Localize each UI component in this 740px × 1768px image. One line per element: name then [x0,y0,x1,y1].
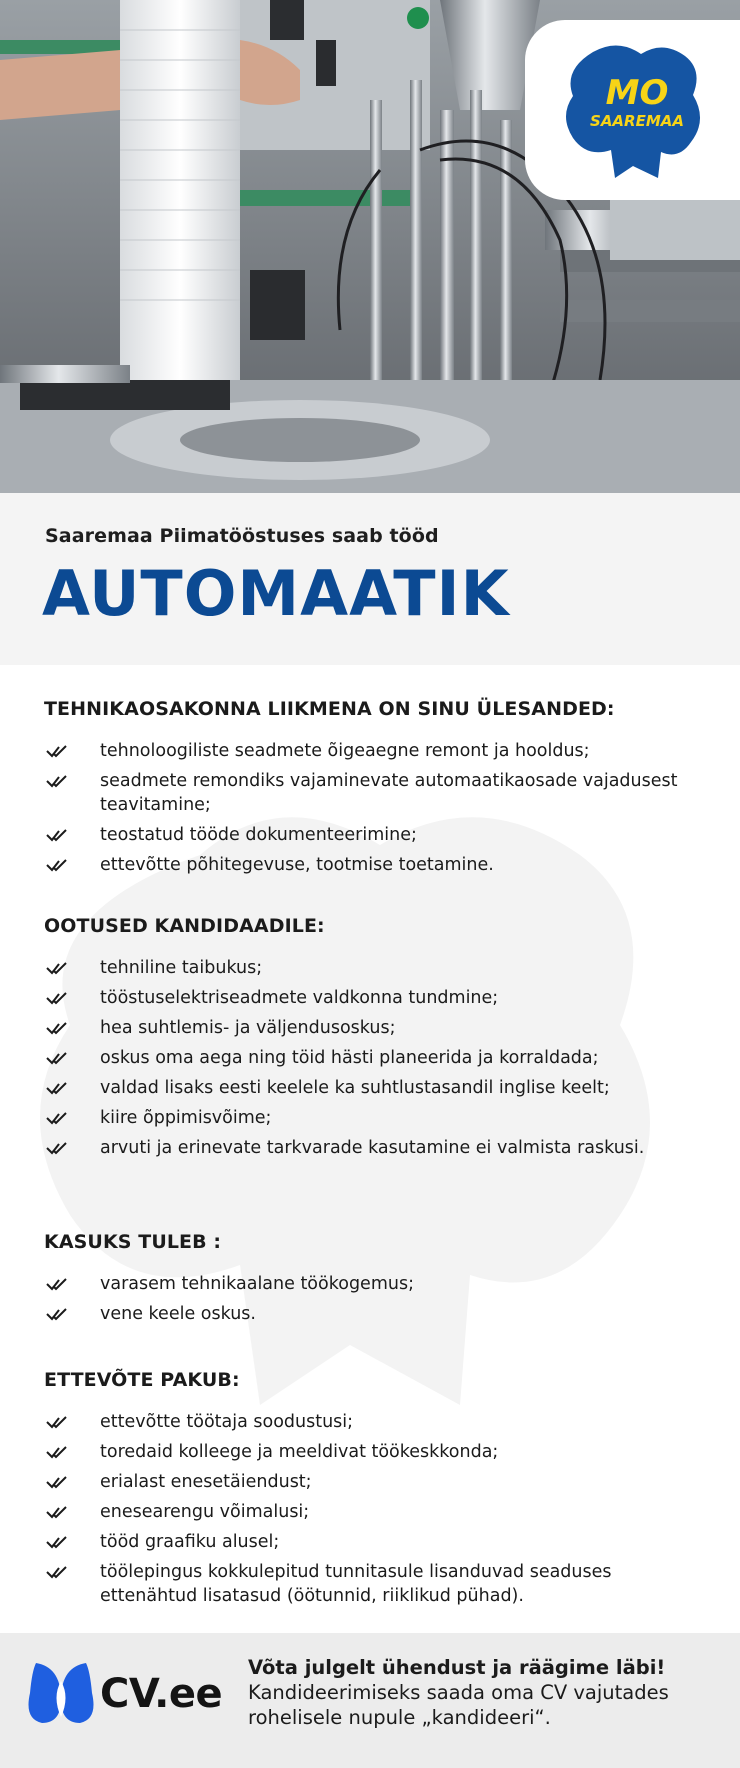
hero-photo [0,0,740,493]
cv-ee-logo [28,1657,94,1727]
list-item: oskus oma aega ning töid hästi planeerida ja korraldada; [44,1046,704,1070]
list-item: tööd graafiku alusel; [44,1530,704,1554]
check-icon [46,1415,68,1429]
list-item: toredaid kolleege ja meeldivat töökeskkonda; [44,1440,704,1464]
check-icon [46,1505,68,1519]
check-icon [46,1565,68,1579]
svg-text:MO: MO [605,73,669,113]
list-item: kiire õppimisvõime; [44,1106,704,1130]
logo-badge [525,20,740,200]
check-icon [46,1141,68,1155]
section-duties [44,698,704,883]
mo-saaremaa-logo [563,40,708,180]
check-icon [46,1307,68,1321]
offers-list [44,1410,704,1608]
duties-list [44,739,704,877]
list-item: hea suhtlemis- ja väljendusoskus; [44,1016,704,1040]
check-icon [46,961,68,975]
list-item: tehniline taibukus; [44,956,704,980]
svg-text:SAAREMAA: SAAREMAA [590,112,684,130]
check-icon [46,1445,68,1459]
cv-ee-wordmark: CV.ee [100,1671,223,1717]
check-icon [46,744,68,758]
job-subtitle: Saaremaa Piimatööstuses saab tööd [45,525,439,547]
check-icon [46,828,68,842]
check-icon [46,1475,68,1489]
list-item: varasem tehnikaalane töökogemus; [44,1272,704,1296]
check-icon [46,774,68,788]
list-item: ettevõtte põhitegevuse, tootmise toetamine. [44,853,704,877]
section-heading: KASUKS TULEB : [44,1231,222,1253]
cta-body: Kandideerimiseks saada oma CV vajutades rohelisele nupule „kandideeri“. [248,1681,669,1729]
section-heading: TEHNIKAOSAKONNA LIIKMENA ON SINU ÜLESANDED: [44,698,615,720]
check-icon [46,1111,68,1125]
section-heading: OOTUSED KANDIDAADILE: [44,915,325,937]
expectations-list [44,956,704,1160]
check-icon [46,1535,68,1549]
check-icon [46,858,68,872]
section-expectations [44,915,704,1166]
list-item: ettevõtte töötaja soodustusi; [44,1410,704,1434]
advantages-list [44,1272,704,1326]
title-band [0,493,740,665]
cta-heading: Võta julgelt ühendust ja räägime läbi! [248,1656,666,1679]
list-item: teostatud tööde dokumenteerimine; [44,823,704,847]
contact-cta [248,1655,718,1730]
list-item: tööstuselektriseadmete valdkonna tundmine; [44,986,704,1010]
list-item: seadmete remondiks vajaminevate automaatikaosade vajadusest teavitamine; [44,769,704,817]
list-item: valdad lisaks eesti keelele ka suhtlustasandil inglise keelt; [44,1076,704,1100]
job-title: AUTOMAATIK [42,557,510,630]
check-icon [46,1021,68,1035]
list-item: arvuti ja erinevate tarkvarade kasutamine ei valmista raskusi. [44,1136,704,1160]
job-content [0,665,740,1633]
list-item: erialast enesetäiendust; [44,1470,704,1494]
check-icon [46,1081,68,1095]
section-offers [44,1369,704,1614]
check-icon [46,1051,68,1065]
footer [0,1633,740,1768]
list-item: töölepingus kokkulepitud tunnitasule lisanduvad seaduses ettenähtud lisatasud (öötunnid, riiklikud pühad). [44,1560,704,1608]
section-advantages [44,1231,704,1332]
section-heading: ETTEVÕTE PAKUB: [44,1369,240,1391]
list-item: vene keele oskus. [44,1302,704,1326]
list-item: tehnoloogiliste seadmete õigeaegne remont ja hooldus; [44,739,704,763]
list-item: enesearengu võimalusi; [44,1500,704,1524]
check-icon [46,1277,68,1291]
check-icon [46,991,68,1005]
